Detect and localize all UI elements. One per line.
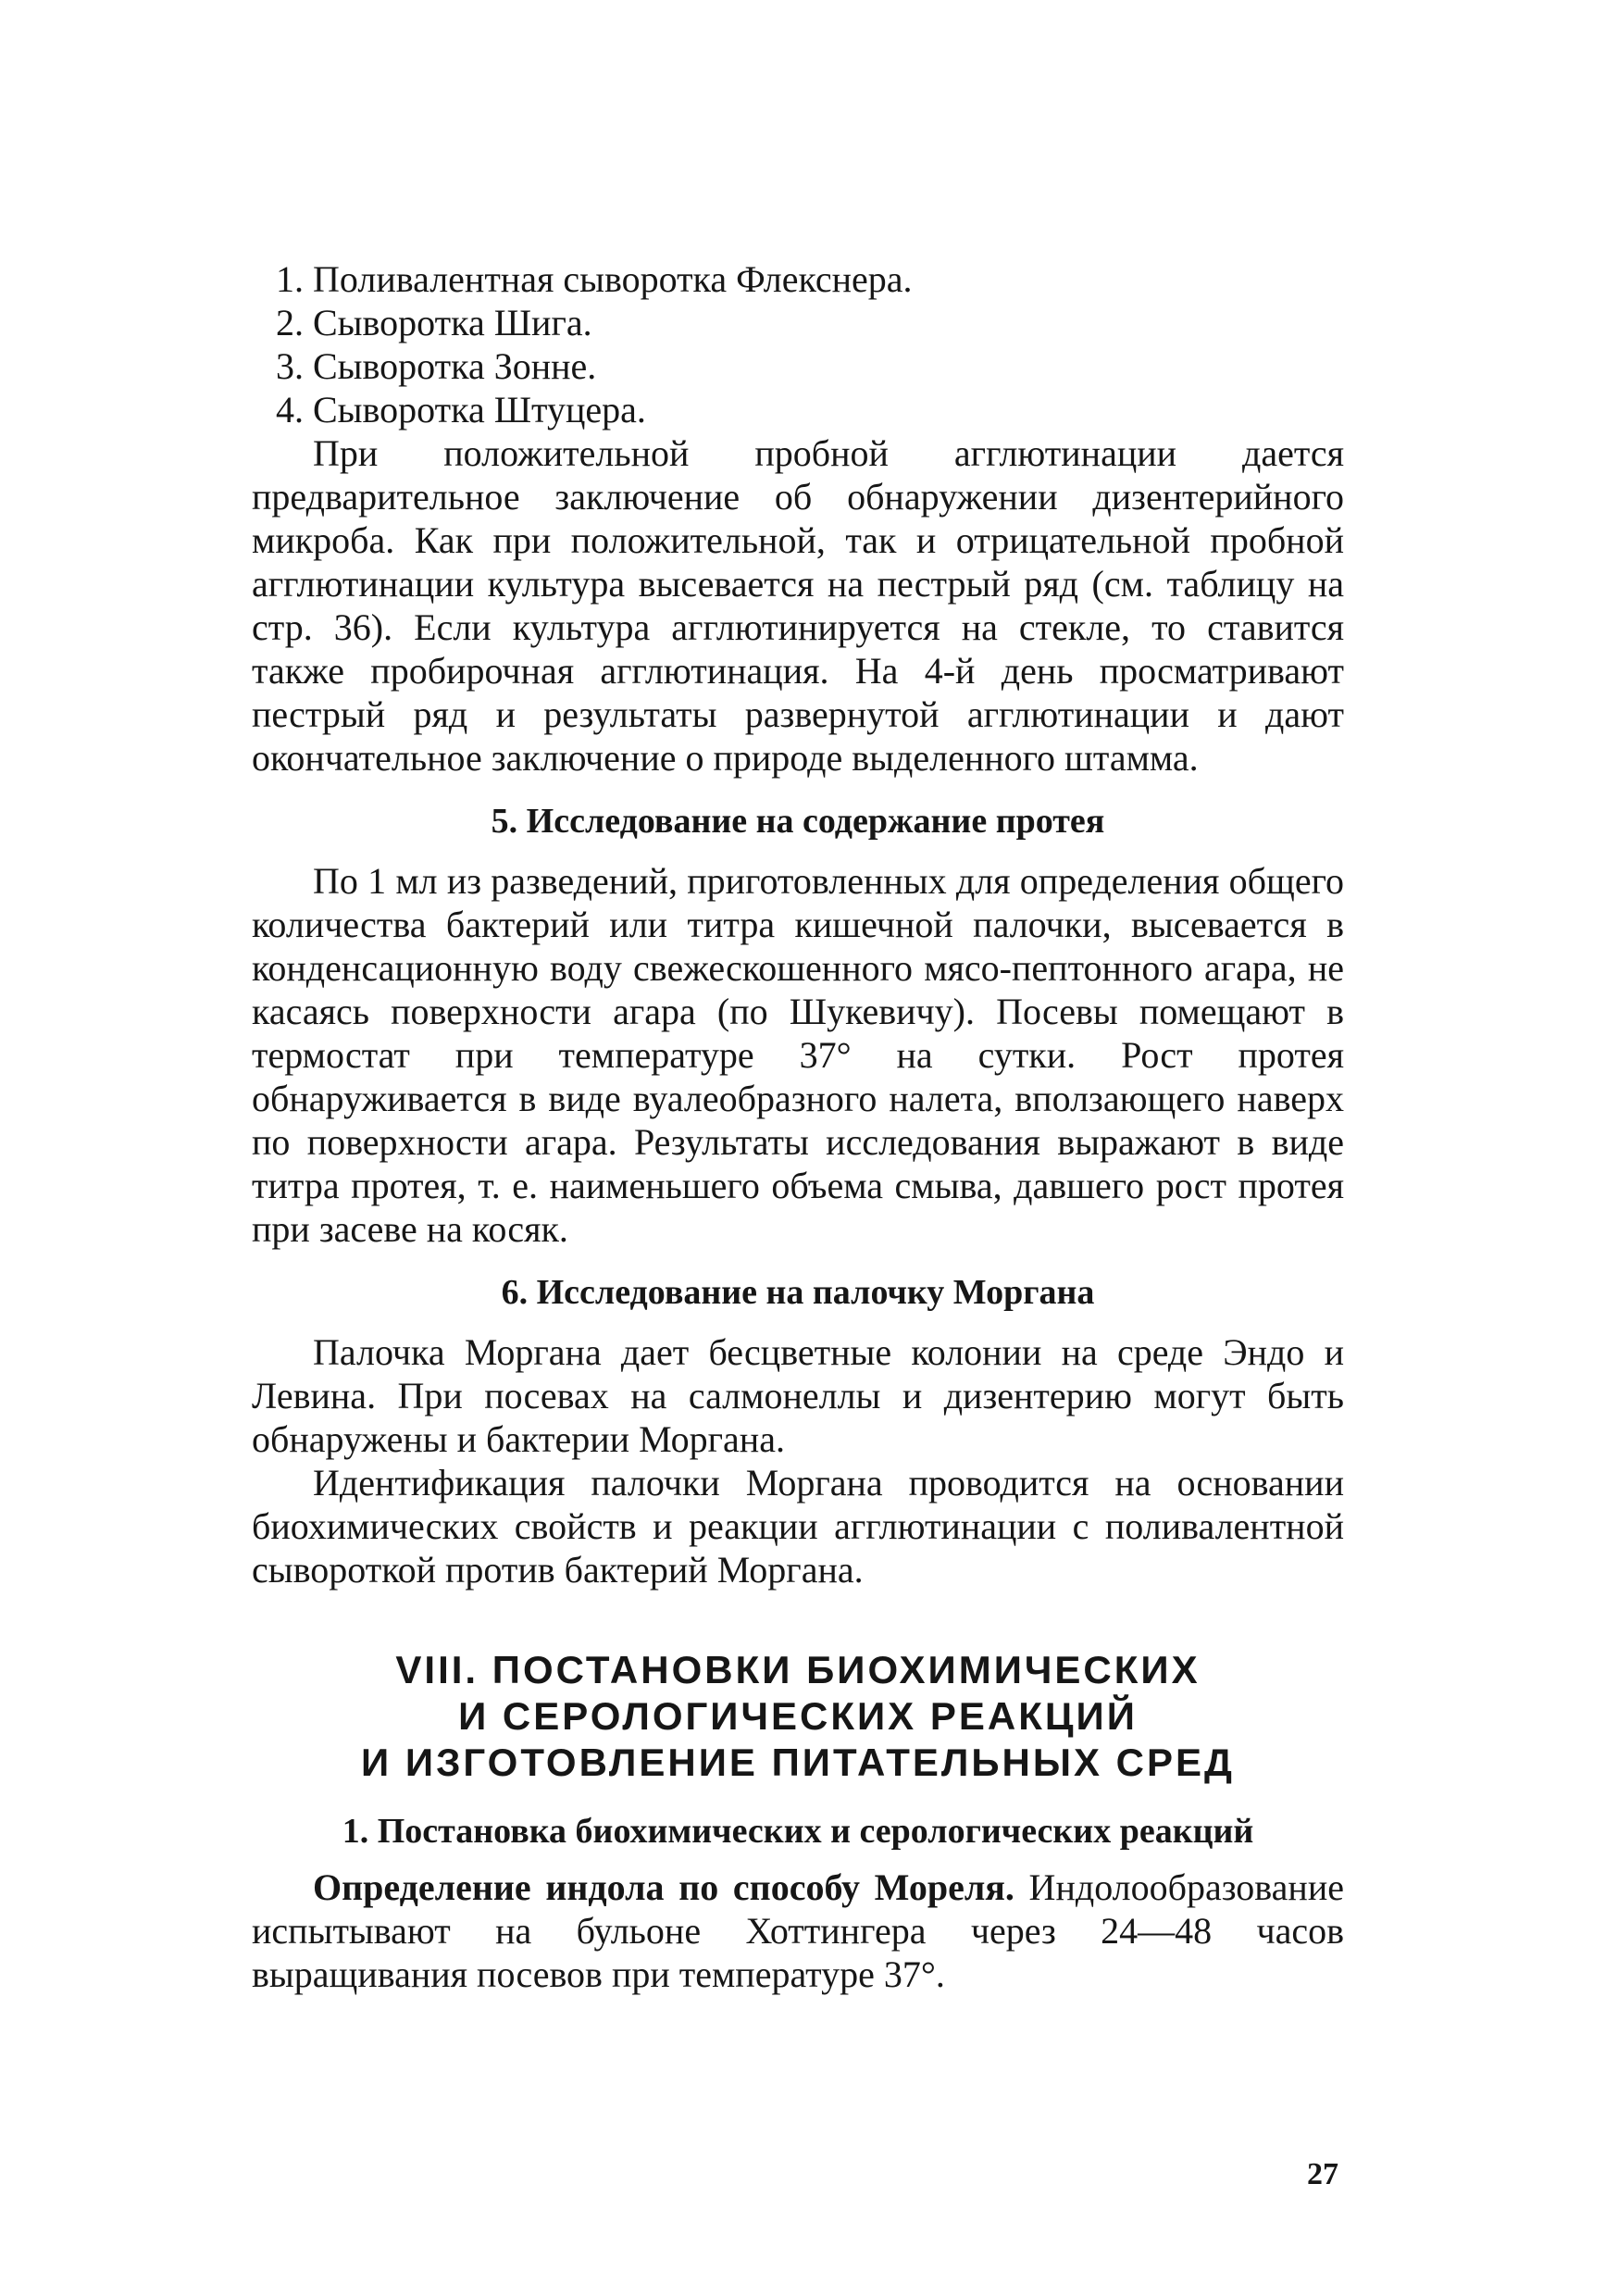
chapter-title-line: И СЕРОЛОГИЧЕСКИХ РЕАКЦИЙ (458, 1694, 1138, 1738)
page-number: 27 (1307, 2157, 1338, 2191)
chapter-title-line: VIII. ПОСТАНОВКИ БИОХИМИЧЕСКИХ (395, 1648, 1201, 1691)
paragraph-morgan-identification: Идентификация палочки Моргана проводится на основании биохимических свойств и реакции агглютинации с поливалентной сывороткой против бактерий Моргана. (252, 1462, 1344, 1591)
chapter-heading (252, 1647, 1344, 1786)
section-heading-morgan: 6. Исследование на палочку Моргана (501, 1273, 1095, 1312)
section-heading-reactions: 1. Постановка биохимических и серологических реакций (342, 1812, 1254, 1851)
paragraph-agglutination: При положительной пробной агглютинации дается предварительное заключение об обнаружении дизентерийного микроба. Как при положительной, так и отрицательной пробной агглютинации культура высевается на пестрый ряд (см. таблицу на стр. 36). Если культура агглютинируется на стекле, то ставится также пробирочная агглютинация. На 4-й день просматривают пестрый ряд и результаты развернутой агглютинации и дают окончательное заключение о природе выделенного штамма. (252, 432, 1344, 779)
list-item: 3. Сыворотка Зонне. (276, 345, 597, 387)
list-item: 1. Поливалентная сыворотка Флекснера. (276, 258, 913, 300)
section-heading-proteus: 5. Исследование на содержание протея (491, 802, 1105, 841)
paragraph-indole (252, 1866, 1344, 1996)
indole-method-text: Индолообразование испытывают на бульоне Хоттингера через 24—48 часов выращивания посевов при температуре 37°. (252, 1866, 1344, 1995)
page-content (252, 257, 1344, 1996)
list-item: 4. Сыворотка Штуцера. (276, 389, 646, 430)
list-item: 2. Сыворотка Шига. (276, 302, 592, 343)
serum-list (252, 257, 1344, 431)
indole-method-lead: Определение индола по способу Мореля. (313, 1866, 1014, 1908)
paragraph-proteus: По 1 мл из разведений, приготовленных для определения общего количества бактерий или титра кишечной палочки, высевается в конденсационную воду свежескошенного мясо-пептонного агара, не касаясь поверхности агара (по Шукевичу). Посевы помещают в термостат при температуре 37° на сутки. Рост протея обнаруживается в виде вуалеобразного налета, вползающего наверх по поверхности агара. Результаты исследования выражают в виде титра протея, т. е. наименьшего объема смыва, давшего рост протея при засеве на косяк. (252, 860, 1344, 1250)
paragraph-morgan-colonies: Палочка Моргана дает бесцветные колонии на среде Эндо и Левина. При посевах на салмонеллы и дизентерию могут быть обнаружены и бактерии Моргана. (252, 1331, 1344, 1460)
chapter-title-line: И ИЗГОТОВЛЕНИЕ ПИТАТЕЛЬНЫХ СРЕД (361, 1741, 1235, 1784)
